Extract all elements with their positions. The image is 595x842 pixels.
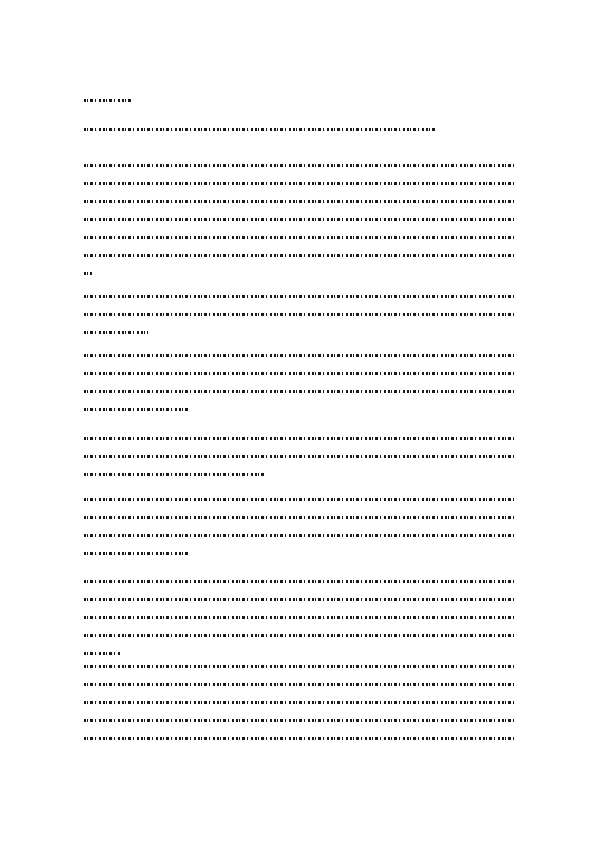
text-line	[84, 182, 514, 185]
text-line	[84, 437, 514, 440]
text-line	[84, 272, 92, 275]
text-line	[84, 598, 514, 601]
text-line	[84, 516, 514, 519]
text-line	[84, 128, 436, 131]
text-line	[84, 719, 514, 722]
text-line	[84, 372, 514, 375]
text-line	[84, 455, 514, 458]
text-line	[84, 534, 514, 537]
text-line	[84, 236, 514, 239]
text-line	[84, 616, 514, 619]
text-line	[84, 652, 122, 655]
text-line	[84, 580, 514, 583]
text-line	[84, 295, 514, 298]
text-line	[84, 313, 514, 316]
text-line	[84, 473, 266, 476]
text-line	[84, 737, 514, 740]
text-line	[84, 164, 514, 167]
text-line	[84, 498, 514, 501]
text-line	[84, 408, 190, 411]
text-line	[84, 552, 188, 555]
text-line	[84, 254, 514, 257]
text-line	[84, 331, 148, 334]
text-line	[84, 218, 514, 221]
text-line	[84, 634, 514, 637]
text-line	[84, 354, 514, 357]
text-line	[84, 390, 514, 393]
text-line	[84, 701, 514, 704]
text-line	[84, 665, 514, 668]
text-line	[84, 200, 514, 203]
text-line	[84, 99, 132, 102]
text-line	[84, 683, 514, 686]
